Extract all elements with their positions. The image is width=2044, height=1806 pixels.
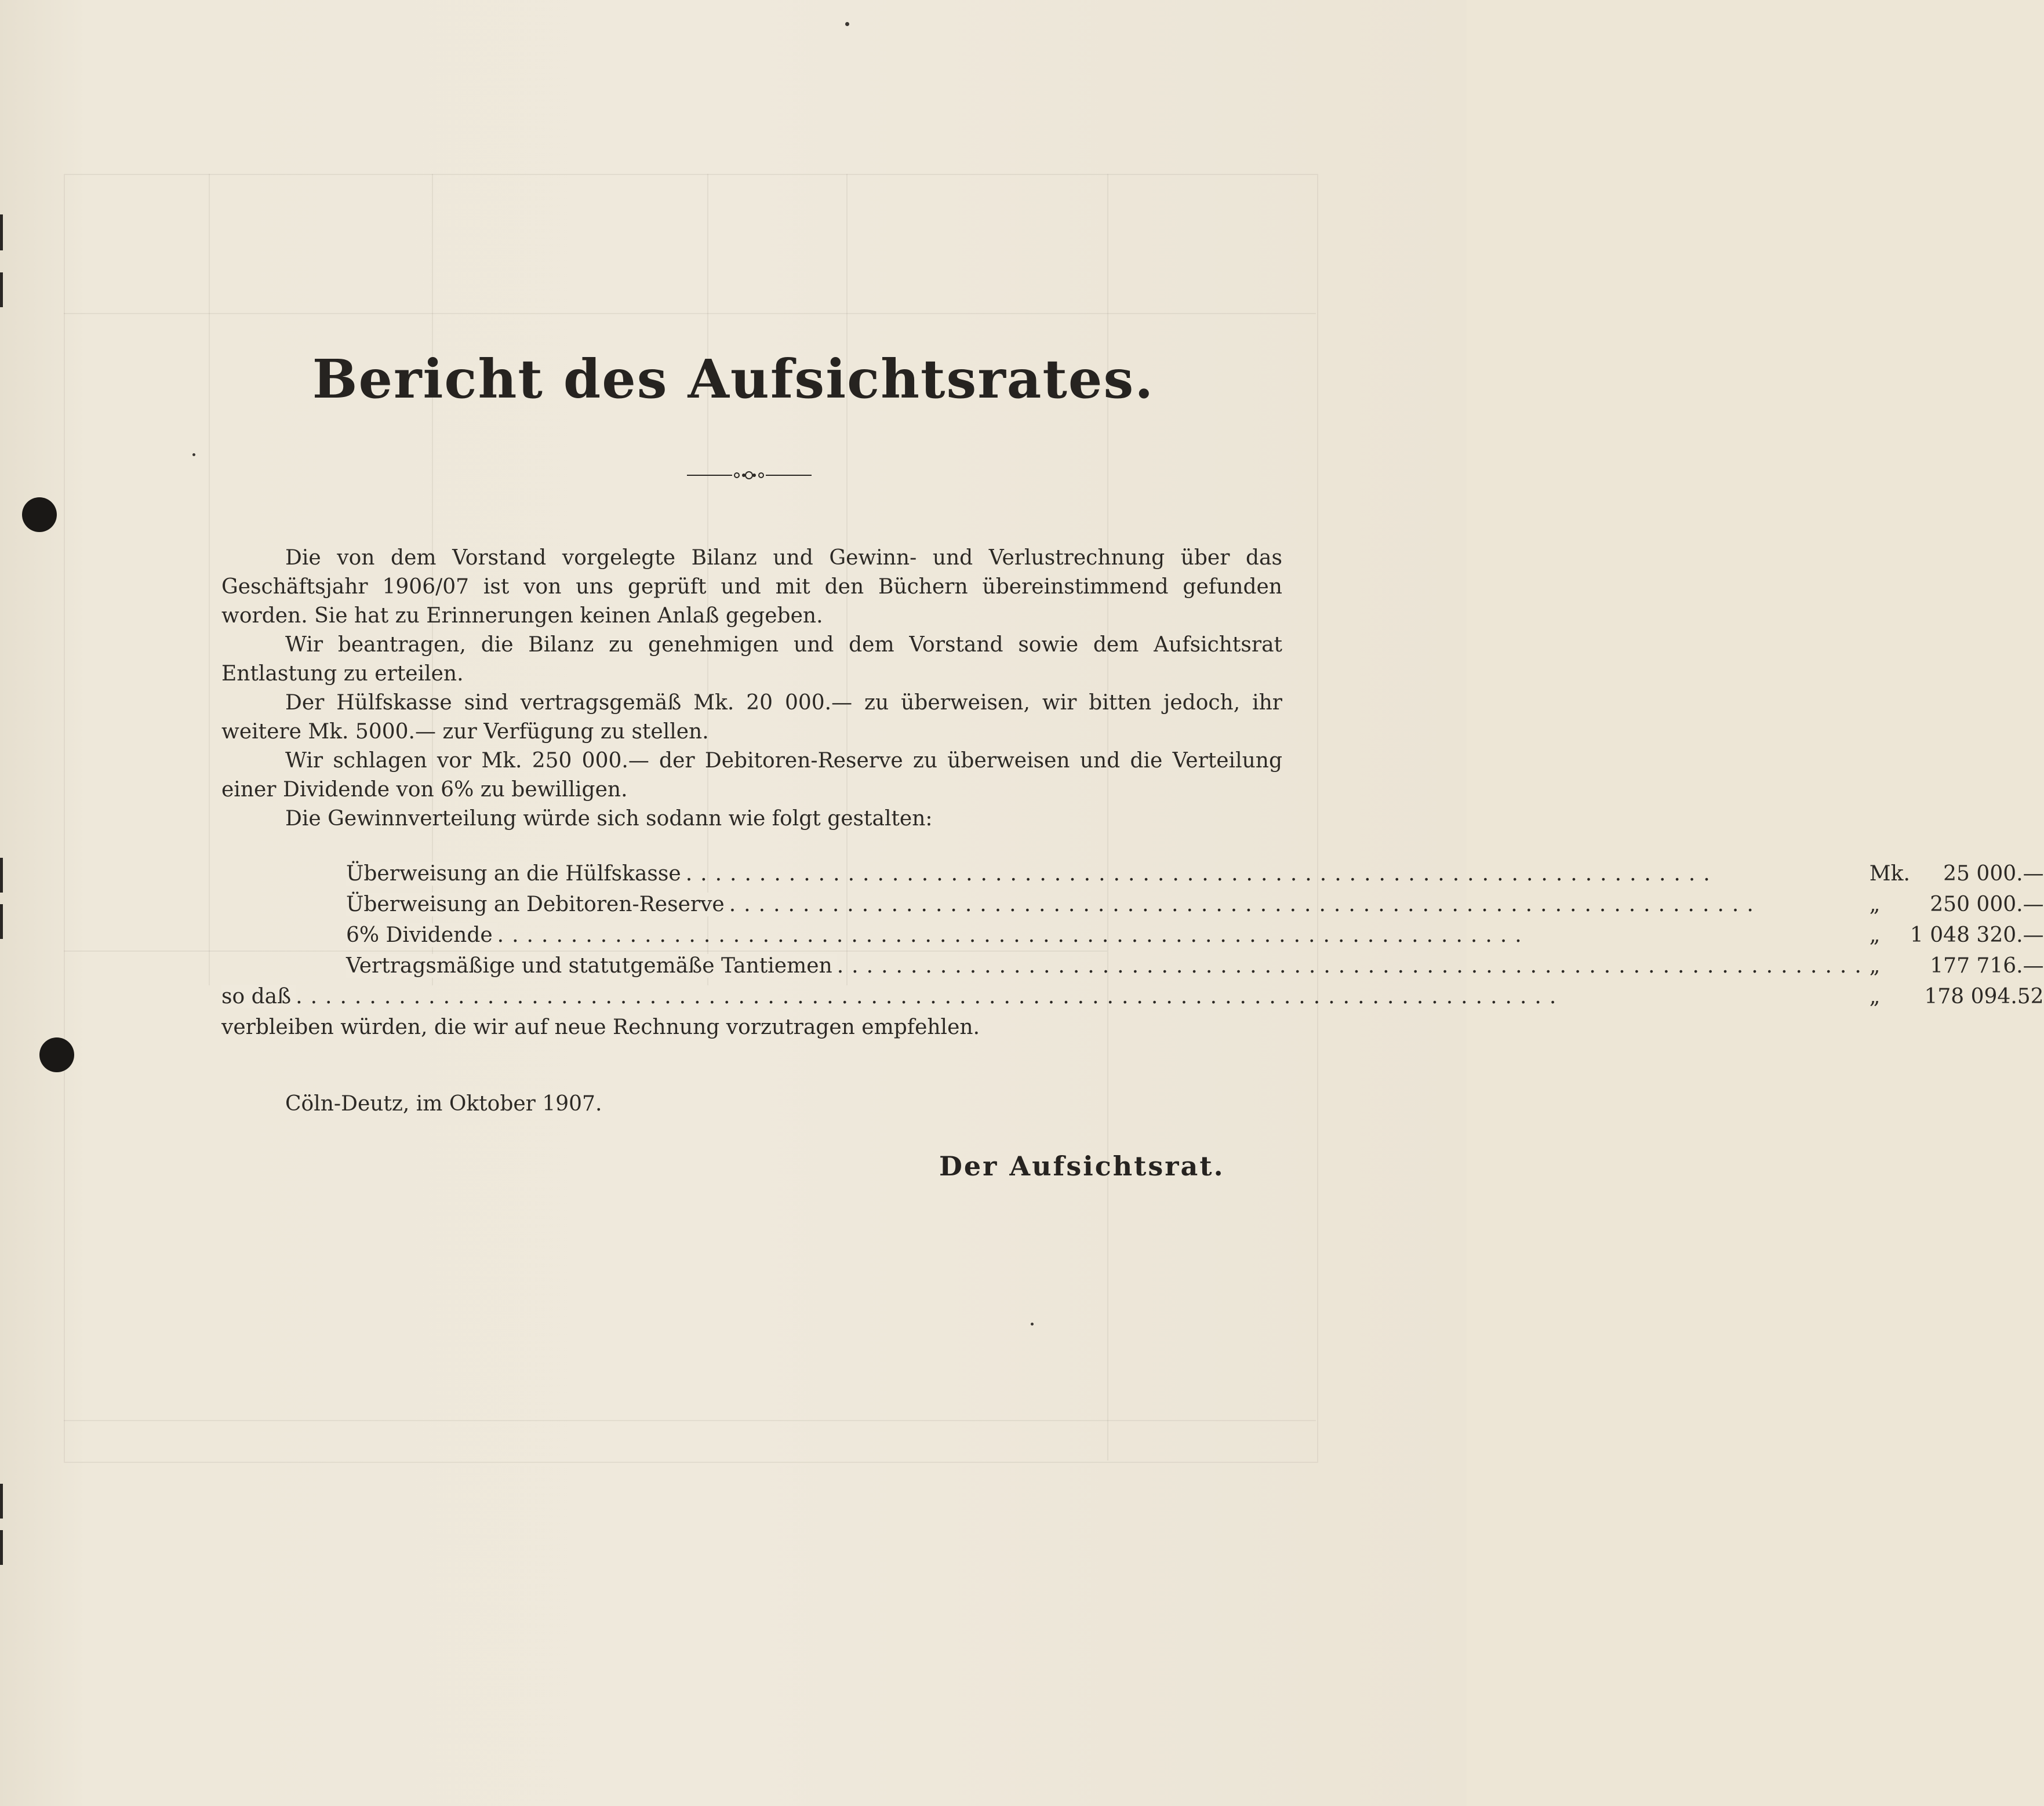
dot-leader: ......................................................................: [729, 893, 1762, 916]
dot-leader: ......................................................................: [685, 862, 1718, 886]
speck: [845, 22, 849, 26]
row-unit: „: [1869, 893, 1881, 916]
binding-mark: [0, 1530, 3, 1565]
binding-mark: [0, 904, 3, 939]
dot-leader: ......................................................................: [836, 954, 1870, 978]
paragraph-approval: Wir beantragen, die Bilanz zu genehmigen und dem Vorstand sowie dem Aufsichtsrat Entlastung zu erteilen.: [221, 633, 1282, 686]
row-unit: Mk.: [1869, 862, 1910, 886]
row-amount: 178 094.52: [1924, 985, 2044, 1008]
bleed-through-rule: [64, 313, 1316, 314]
paragraph-proposal: Wir schlagen vor Mk. 250 000.— der Debitoren-Reserve zu überweisen und die Verteilung einer Dividende von 6% zu bewilligen.: [221, 749, 1282, 802]
paragraph-relief-fund: Der Hülfskasse sind vertragsgemäß Mk. 20 000.— zu überweisen, wir bitten jedoch, ihr weitere Mk. 5000.— zur Verfügung zu stellen.: [221, 691, 1282, 744]
paragraph-distribution-intro: Die Gewinnverteilung würde sich sodann wie folgt gestalten:: [285, 807, 933, 831]
row-label: so daß: [221, 985, 296, 1008]
profit-distribution-table: [221, 855, 2044, 1008]
row-label: Vertragsmäßige und statutgemäße Tantiemen: [346, 954, 837, 978]
table-row: [221, 886, 2044, 916]
row-unit: „: [1869, 954, 1881, 978]
speck: [192, 453, 195, 456]
row-amount: 25 000.—: [1943, 862, 2044, 886]
speck: [1031, 1323, 1034, 1326]
ornament-divider-icon: [687, 468, 812, 482]
row-label: 6% Dividende: [346, 923, 497, 947]
binding-mark: [0, 214, 3, 250]
dot-leader: ......................................................................................: [296, 985, 1565, 1008]
bleed-through-rule: [209, 174, 210, 985]
dot-leader: ......................................................................: [497, 923, 1530, 947]
row-label: Überweisung an Debitoren-Reserve: [346, 893, 729, 916]
binding-mark: [0, 272, 3, 307]
bleed-through-rule: [64, 1420, 1316, 1421]
row-unit: „: [1869, 923, 1881, 947]
punch-hole: [39, 1037, 74, 1072]
report-body: [221, 544, 1282, 833]
table-row: [221, 947, 2044, 978]
binding-mark: [0, 858, 3, 893]
table-row: [221, 855, 2044, 886]
row-label: Überweisung an die Hülfskasse: [346, 862, 686, 886]
row-amount: 1 048 320.—: [1910, 923, 2044, 947]
row-unit: „: [1869, 985, 1881, 1008]
table-row: [221, 916, 2044, 947]
punch-hole: [22, 497, 57, 532]
report-title: Bericht des Aufsichtsrates.: [312, 348, 1155, 410]
paragraph-audit: Die von dem Vorstand vorgelegte Bilanz und Gewinn- und Verlustrechnung über das Geschäftsjahr 1906/07 ist von uns geprüft und mit den Büchern übereinstimmend gefunden worden. Sie hat zu Erinnerungen keinen Anlaß gegeben.: [221, 546, 1282, 628]
table-row-remainder: [221, 978, 2044, 1008]
row-amount: 177 716.—: [1930, 954, 2044, 978]
binding-mark: [0, 1484, 3, 1519]
signature: Der Aufsichtsrat.: [939, 1150, 1225, 1182]
row-amount: 250 000.—: [1930, 893, 2044, 916]
place-date: Cöln-Deutz, im Oktober 1907.: [285, 1092, 602, 1116]
closing-sentence: verbleiben würden, die wir auf neue Rechnung vorzutragen empfehlen.: [221, 1015, 980, 1039]
